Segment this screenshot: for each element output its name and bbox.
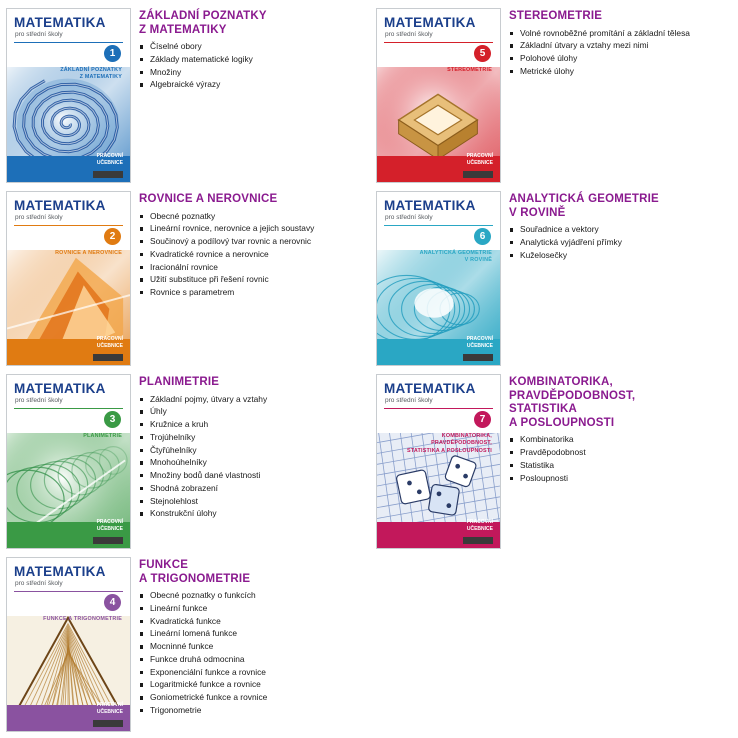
- cover-subtitle: pro střední školy: [15, 214, 63, 221]
- topic-item: Kružnice a kruh: [139, 419, 362, 430]
- topic-item: Logaritmické funkce a rovnice: [139, 679, 362, 690]
- topic-item: Volné rovnoběžné promítání a základní tělesa: [509, 28, 732, 39]
- book-cover[interactable]: [6, 191, 131, 366]
- cover-number-badge: 3: [104, 411, 121, 428]
- cover-number-badge: 7: [474, 411, 491, 428]
- topic-item: Analytická vyjádření přímky: [509, 237, 732, 248]
- cover-workbook-label: PRACOVNÍ UČEBNICE: [466, 153, 493, 166]
- book-cover[interactable]: [6, 8, 131, 183]
- topic-item: Souřadnice a vektory: [509, 224, 732, 235]
- cover-subject: ANALYTICKÁ GEOMETRIE V ROVINĚ: [419, 250, 492, 264]
- topic-list: [139, 41, 362, 91]
- cover-subject: STEREOMETRIE: [447, 67, 492, 73]
- cover-rule: [14, 591, 123, 592]
- book-cover[interactable]: [6, 374, 131, 549]
- topic-item: Rovnice s parametrem: [139, 287, 362, 298]
- cover-subject: FUNKCE A TRIGONOMETRIE: [43, 616, 122, 622]
- book-text-block: [501, 374, 736, 485]
- topic-item: Goniometrické funkce a rovnice: [139, 692, 362, 703]
- cover-rule: [384, 408, 493, 409]
- topic-item: Lineární funkce: [139, 603, 362, 614]
- cover-number-badge: 5: [474, 45, 491, 62]
- cover-number-badge: 4: [104, 594, 121, 611]
- topic-item: Základní pojmy, útvary a vztahy: [139, 394, 362, 405]
- cover-title: MATEMATIKA: [384, 381, 476, 396]
- cover-title: MATEMATIKA: [384, 198, 476, 213]
- book-text-block: [131, 557, 366, 718]
- publisher-logo: [463, 537, 493, 544]
- cover-subject: KOMBINATORIKA, PRAVDĚPODOBNOST, STATISTIKA A POSLOUPNOSTI: [406, 433, 492, 454]
- book-heading: FUNKCE A TRIGONOMETRIE: [139, 559, 251, 585]
- cover-rule: [384, 225, 493, 226]
- topic-item: Stejnolehlost: [139, 496, 362, 507]
- cover-workbook-label: PRACOVNÍ UČEBNICE: [466, 519, 493, 532]
- cover-title: MATEMATIKA: [384, 15, 476, 30]
- topic-item: Množiny: [139, 67, 362, 78]
- topic-list: [509, 28, 732, 78]
- publisher-logo: [463, 354, 493, 361]
- book-entry[interactable]: [0, 187, 368, 370]
- topic-item: Trigonometrie: [139, 705, 362, 716]
- topic-list: [139, 211, 362, 299]
- topic-item: Číselné obory: [139, 41, 362, 52]
- topic-item: Kombinatorika: [509, 434, 732, 445]
- cover-rule: [14, 225, 123, 226]
- book-text-block: [501, 8, 736, 79]
- book-text-block: [131, 191, 366, 300]
- cover-rule: [14, 42, 123, 43]
- topic-item: Mocninné funkce: [139, 641, 362, 652]
- topic-item: Pravděpodobnost: [509, 447, 732, 458]
- topic-item: Iracionální rovnice: [139, 262, 362, 273]
- cover-workbook-label: PRACOVNÍ UČEBNICE: [96, 336, 123, 349]
- book-heading: ANALYTICKÁ GEOMETRIE V ROVINĚ: [509, 193, 659, 219]
- topic-list: [139, 394, 362, 520]
- book-entry[interactable]: [370, 4, 738, 187]
- book-heading: STEREOMETRIE: [509, 10, 603, 22]
- topic-item: Obecné poznatky o funkcích: [139, 590, 362, 601]
- topic-item: Užití substituce při řešení rovnic: [139, 274, 362, 285]
- cover-subject: ZÁKLADNÍ POZNATKY Z MATEMATIKY: [60, 67, 122, 81]
- cover-subtitle: pro střední školy: [385, 397, 433, 404]
- cover-workbook-label: PRACOVNÍ UČEBNICE: [96, 153, 123, 166]
- book-entry[interactable]: [0, 370, 368, 553]
- cover-subtitle: pro střední školy: [15, 31, 63, 38]
- cover-workbook-label: PRACOVNÍ UČEBNICE: [96, 519, 123, 532]
- book-entry[interactable]: [0, 553, 368, 736]
- topic-list: [139, 590, 362, 716]
- topic-item: Trojúhelníky: [139, 432, 362, 443]
- book-heading: ZÁKLADNÍ POZNATKY Z MATEMATIKY: [139, 10, 267, 36]
- cover-subject: ROVNICE A NEROVNICE: [55, 250, 122, 256]
- topic-item: Shodná zobrazení: [139, 483, 362, 494]
- topic-item: Posloupnosti: [509, 473, 732, 484]
- cover-title: MATEMATIKA: [14, 564, 106, 579]
- book-cover[interactable]: [376, 191, 501, 366]
- book-entry[interactable]: [370, 187, 738, 370]
- column-left: [0, 4, 368, 736]
- topic-item: Metrické úlohy: [509, 66, 732, 77]
- topic-item: Exponenciální funkce a rovnice: [139, 667, 362, 678]
- topic-item: Kuželosečky: [509, 250, 732, 261]
- topic-item: Funkce druhá odmocnina: [139, 654, 362, 665]
- topic-item: Obecné poznatky: [139, 211, 362, 222]
- cover-rule: [384, 42, 493, 43]
- book-heading: PLANIMETRIE: [139, 376, 220, 388]
- publisher-logo: [93, 171, 123, 178]
- cover-subtitle: pro střední školy: [15, 397, 63, 404]
- topic-item: Konstrukční úlohy: [139, 508, 362, 519]
- topic-item: Množiny bodů dané vlastnosti: [139, 470, 362, 481]
- cover-title: MATEMATIKA: [14, 15, 106, 30]
- book-cover[interactable]: [376, 374, 501, 549]
- topic-item: Čtyřúhelníky: [139, 445, 362, 456]
- topic-item: Statistika: [509, 460, 732, 471]
- book-heading: KOMBINATORIKA, PRAVDĚPODOBNOST, STATISTIKA A POSLOUPNOSTI: [509, 376, 636, 429]
- cover-rule: [14, 408, 123, 409]
- topic-item: Kvadratické rovnice a nerovnice: [139, 249, 362, 260]
- topic-item: Úhly: [139, 406, 362, 417]
- cover-number-badge: 1: [104, 45, 121, 62]
- topic-item: Základní útvary a vztahy mezi nimi: [509, 40, 732, 51]
- topic-list: [509, 434, 732, 484]
- topic-item: Lineární rovnice, nerovnice a jejich soustavy: [139, 223, 362, 234]
- book-entry[interactable]: [0, 4, 368, 187]
- cover-title: MATEMATIKA: [14, 381, 106, 396]
- column-right: [370, 4, 738, 736]
- cover-subtitle: pro střední školy: [385, 31, 433, 38]
- book-text-block: [501, 191, 736, 262]
- topic-item: Algebraické výrazy: [139, 79, 362, 90]
- book-cover[interactable]: [376, 8, 501, 183]
- topic-item: Základy matematické logiky: [139, 54, 362, 65]
- topic-item: Polohové úlohy: [509, 53, 732, 64]
- book-text-block: [131, 374, 366, 521]
- topic-item: Součinový a podílový tvar rovnic a nerovnic: [139, 236, 362, 247]
- cover-subtitle: pro střední školy: [385, 214, 433, 221]
- topic-list: [509, 224, 732, 261]
- book-text-block: [131, 8, 366, 92]
- publisher-logo: [93, 537, 123, 544]
- publisher-logo: [93, 720, 123, 727]
- book-heading: ROVNICE A NEROVNICE: [139, 193, 278, 205]
- cover-subtitle: pro střední školy: [15, 580, 63, 587]
- cover-workbook-label: PRACOVNÍ UČEBNICE: [466, 336, 493, 349]
- cover-title: MATEMATIKA: [14, 198, 106, 213]
- publisher-logo: [463, 171, 493, 178]
- cover-number-badge: 6: [474, 228, 491, 245]
- topic-item: Mnohoúhelníky: [139, 457, 362, 468]
- topic-item: Kvadratická funkce: [139, 616, 362, 627]
- book-cover[interactable]: [6, 557, 131, 732]
- book-entry[interactable]: [370, 370, 738, 553]
- cover-workbook-label: PRACOVNÍ UČEBNICE: [96, 702, 123, 715]
- publisher-logo: [93, 354, 123, 361]
- cover-number-badge: 2: [104, 228, 121, 245]
- topic-item: Lineární lomená funkce: [139, 628, 362, 639]
- cover-subject: PLANIMETRIE: [83, 433, 122, 439]
